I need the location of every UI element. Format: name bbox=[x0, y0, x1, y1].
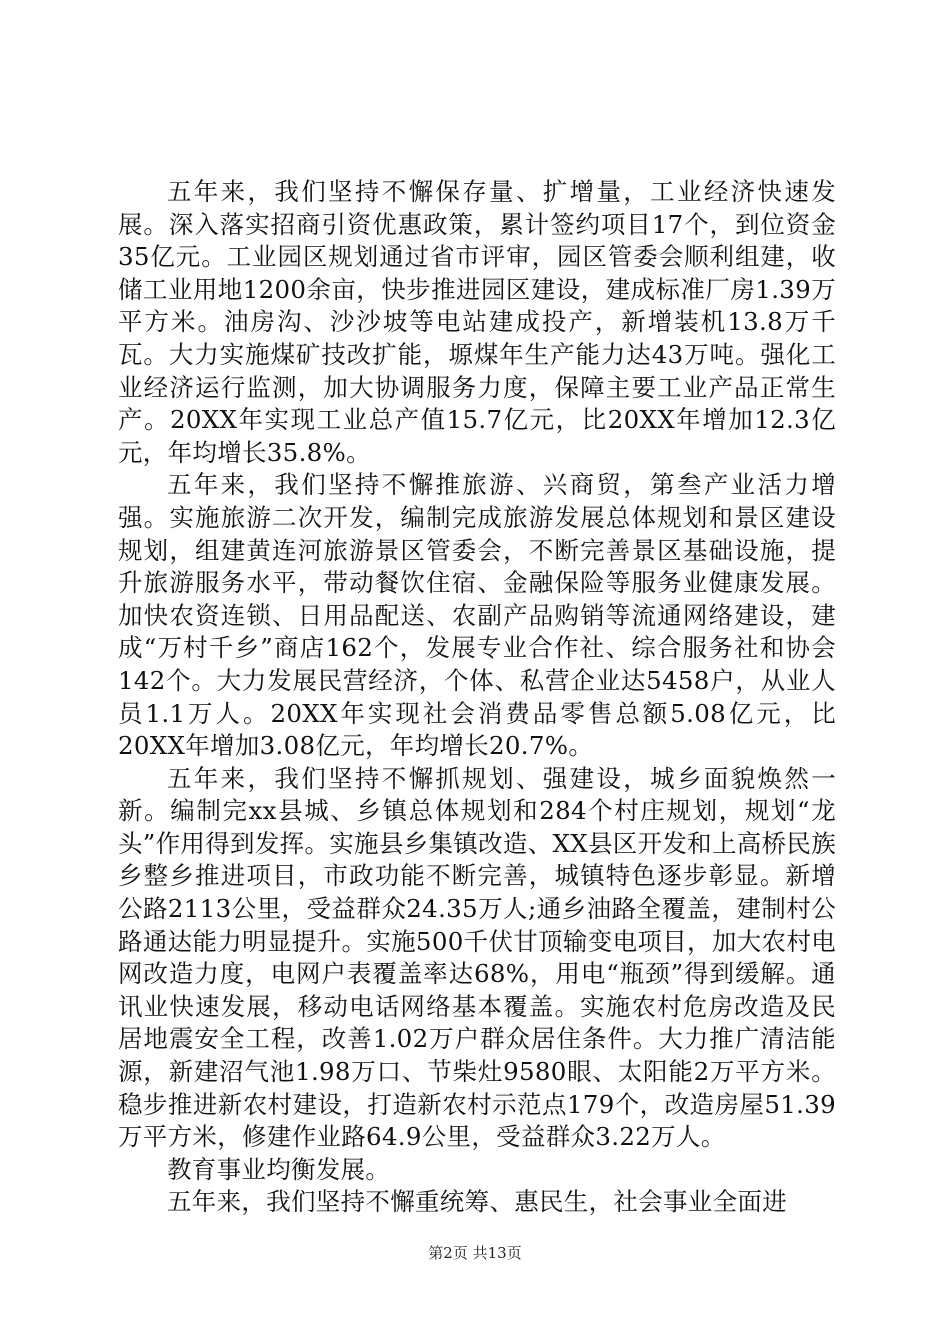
paragraph-education: 教育事业均衡发展。 bbox=[167, 1154, 391, 1184]
paragraph-industry: 五年来，我们坚持不懈保存量、扩增量，工业经济快速发展。深入落实招商引资优惠政策，累计签约项目17个，到位资金35亿元。工业园区规划通过省市评审，园区管委会顺利组建，收储工业用地1200余亩，快步推进园区建设，建成标准厂房1.39万平方米。油房沟、沙沙坡等电站建成投产，新增装机13.8万千瓦。大力实施煤矿技改扩能，塬煤年生产能力达43万吨。强化工业经济运行监测，加大协调服务力度，保障主要工业产品正常生产。20XX年实现工业总产值15.7亿元，比20XX年增加12.3亿元，年均增长35.8%。 bbox=[118, 177, 836, 467]
paragraph-tourism-commerce: 五年来，我们坚持不懈推旅游、兴商贸，第叁产业活力增强。实施旅游二次开发，编制完成旅游发展总体规划和景区建设规划，组建黄连河旅游景区管委会，不断完善景区基础设施，提升旅游服务水平，带动餐饮住宿、金融保险等服务业健康发展。加快农资连锁、日用品配送、农副产品购销等流通网络建设，建成“万村千乡”商店162个，发展专业合作社、综合服务社和协会142个。大力发展民营经济，个体、私营企业达5458户，从业人员1.1万人。20XX年实现社会消费品零售总额5.08亿元，比20XX年增加3.08亿元，年均增长20.7%。 bbox=[118, 470, 836, 761]
document-body bbox=[118, 176, 836, 1219]
page-footer: 第2页 共13页 bbox=[428, 1244, 522, 1262]
paragraph-urban-rural-construction: 五年来，我们坚持不懈抓规划、强建设，城乡面貌焕然一新。编制完xx县城、乡镇总体规划和284个村庄规划，规划“龙头”作用得到发挥。实施县乡集镇改造、XX县区开发和上高桥民族乡整乡推进项目，市政功能不断完善，城镇特色逐步彰显。新增公路2113公里，受益群众24.35万人;通乡油路全覆盖，建制村公路通达能力明显提升。实施500千伏甘顶输变电项目，加大农村电网改造力度，电网户表覆盖率达68%，用电“瓶颈”得到缓解。通讯业快速发展，移动电话网络基本覆盖。实施农村危房改造及民居地震安全工程，改善1.02万户群众居住条件。大力推广清洁能源，新建沼气池1.98万口、节柴灶9580眼、太阳能2万平方米。稳步推进新农村建设，打造新农村示范点179个，改造房屋51.39万平方米，修建作业路64.9公里，受益群众3.22万人。 bbox=[118, 763, 836, 1152]
paragraph-social-undertakings: 五年来，我们坚持不懈重统筹、惠民生，社会事业全面进 bbox=[167, 1187, 787, 1217]
